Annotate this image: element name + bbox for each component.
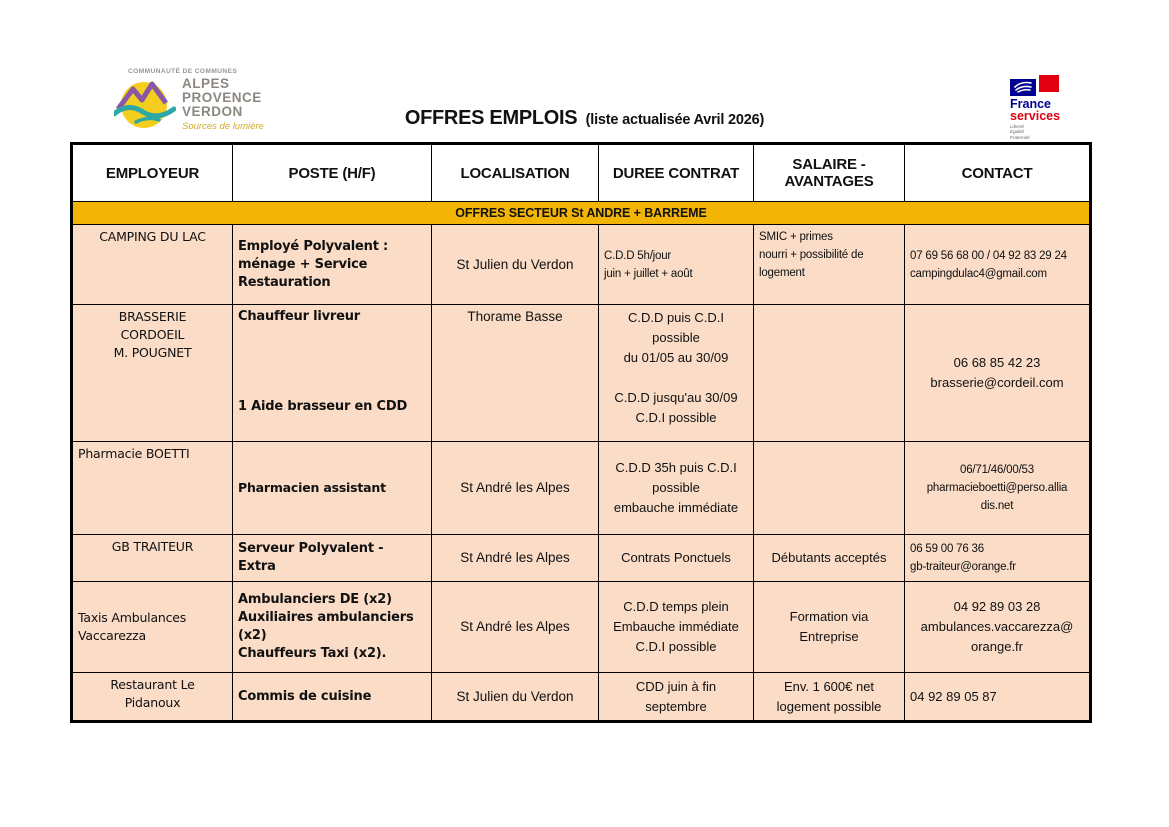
- cell-line: [604, 368, 748, 388]
- table-row: [72, 535, 1091, 582]
- cell-line: Embauche immédiate: [613, 619, 739, 634]
- cell-line: CORDOEIL: [120, 327, 185, 342]
- cell-line: C.D.I possible: [635, 410, 717, 425]
- cell-line: Chauffeur livreur: [238, 309, 361, 324]
- cell-localisation: [432, 673, 599, 722]
- cell-line: possible: [652, 480, 700, 495]
- cell-line: Extra: [238, 559, 276, 574]
- cell-duree: [599, 535, 754, 582]
- cell-poste: [233, 673, 432, 722]
- cell-line: 07 69 56 68 00 / 04 92 83 29 24: [910, 249, 1067, 262]
- cell-line: juin + juillet + août: [604, 267, 693, 280]
- cell-line: [238, 344, 426, 362]
- apv-tagline: Sources de lumière: [182, 121, 264, 132]
- cell-line: Débutants acceptés: [771, 550, 887, 565]
- cell-employeur: [72, 225, 233, 305]
- column-header-salaire: SALAIRE - AVANTAGES: [754, 144, 905, 202]
- cell-poste: [233, 225, 432, 305]
- cell-line: Commis de cuisine: [238, 688, 372, 704]
- cell-line: 04 92 89 05 87: [910, 688, 997, 704]
- cell-line: C.D.D 35h puis C.D.I: [615, 460, 737, 475]
- cell-employeur: [72, 673, 233, 722]
- cell-line: gb-traiteur@orange.fr: [910, 561, 1016, 573]
- france-services-logo: [1000, 73, 1074, 139]
- column-header-contact: CONTACT: [905, 144, 1091, 202]
- cell-line: Restaurant Le: [110, 677, 195, 692]
- cell-duree: [599, 673, 754, 722]
- cell-duree: [599, 442, 754, 535]
- column-header-employeur: EMPLOYEUR: [72, 144, 233, 202]
- column-header-duree: DUREE CONTRAT: [599, 144, 754, 202]
- cell-line: Entreprise: [799, 629, 859, 644]
- cell-line: ménage + Service: [238, 256, 368, 272]
- cell-poste: [233, 535, 432, 582]
- cell-line: 06 68 85 42 23: [953, 355, 1041, 370]
- cell-contact: [905, 305, 1091, 442]
- cell-line: Thorame Basse: [467, 309, 563, 324]
- cell-line: St Julien du Verdon: [456, 256, 574, 272]
- cell-line: C.D.D 5h/jour: [604, 249, 672, 262]
- cell-line: embauche immédiate: [613, 500, 739, 515]
- cell-line: campingdulac4@gmail.com: [910, 267, 1047, 280]
- cell-localisation: [432, 582, 599, 673]
- france-services-name: France services: [1010, 97, 1061, 123]
- cell-line: [238, 362, 426, 380]
- cell-line: dis.net: [980, 500, 1014, 512]
- table-row: [72, 582, 1091, 673]
- cell-line: Ambulanciers DE (x2): [238, 592, 392, 607]
- cell-line: (x2): [238, 628, 267, 643]
- table-header: [72, 144, 1091, 202]
- table-row: [72, 442, 1091, 535]
- apv-name-line: VERDON: [182, 104, 243, 119]
- cell-line: 04 92 89 03 28: [953, 599, 1041, 614]
- cell-line: St André les Alpes: [460, 480, 570, 495]
- cell-line: Contrats Ponctuels: [621, 550, 731, 565]
- cell-line: M. POUGNET: [113, 345, 192, 360]
- job-offers-table: [70, 142, 1092, 723]
- cell-line: SMIC + primes: [759, 231, 833, 243]
- cell-line: Taxis Ambulances: [78, 610, 187, 625]
- cell-contact: [905, 442, 1091, 535]
- cell-employeur: [72, 582, 233, 673]
- cell-contact: [905, 225, 1091, 305]
- cell-line: Employé Polyvalent :: [238, 238, 389, 254]
- cell-line: pharmacieboetti@perso.allia: [926, 482, 1068, 494]
- cell-line: Pharmacie BOETTI: [78, 446, 190, 461]
- cell-line: St André les Alpes: [460, 550, 570, 565]
- cell-line: St André les Alpes: [460, 619, 570, 634]
- cell-line: orange.fr: [970, 639, 1024, 654]
- column-header-localisation: LOCALISATION: [432, 144, 599, 202]
- section-banner: OFFRES SECTEUR St ANDRE + BARREME: [72, 202, 1091, 225]
- cell-line: C.D.D puis C.D.I: [627, 310, 725, 325]
- cell-employeur: [72, 442, 233, 535]
- cell-salaire: [754, 673, 905, 722]
- cell-line: Formation via: [789, 609, 869, 624]
- title-subtitle: (liste actualisée Avril 2026): [585, 112, 765, 128]
- cell-line: logement: [759, 267, 805, 279]
- cell-localisation: [432, 535, 599, 582]
- cell-line: BRASSERIE: [118, 309, 187, 324]
- column-header-poste: POSTE (H/F): [233, 144, 432, 202]
- cell-line: septembre: [645, 698, 707, 714]
- cell-line: Restauration: [238, 274, 331, 290]
- cell-contact: [905, 535, 1091, 582]
- apv-name-line: ALPES: [182, 76, 230, 91]
- cell-line: 06/71/46/00/53: [960, 464, 1034, 476]
- cell-line: GB TRAITEUR: [111, 539, 194, 554]
- cell-line: Auxiliaires ambulanciers: [238, 610, 414, 625]
- cell-line: [238, 380, 426, 398]
- cell-poste: [233, 582, 432, 673]
- cell-line: 1 Aide brasseur en CDD: [238, 399, 408, 414]
- cell-line: du 01/05 au 30/09: [623, 350, 729, 365]
- cell-contact: [905, 673, 1091, 722]
- cell-line: ambulances.vaccarezza@: [920, 619, 1074, 634]
- section-banner-row: [72, 202, 1091, 225]
- apv-logo: [106, 66, 276, 142]
- cell-line: [238, 326, 426, 344]
- cell-line: C.D.D temps plein: [623, 599, 729, 614]
- table-row: [72, 225, 1091, 305]
- cell-localisation: [432, 225, 599, 305]
- cell-line: CAMPING DU LAC: [99, 229, 206, 244]
- cell-contact: [905, 582, 1091, 673]
- title-main: OFFRES EMPLOIS: [404, 107, 578, 129]
- cell-duree: [599, 305, 754, 442]
- cell-salaire: [754, 305, 905, 442]
- cell-line: Serveur Polyvalent -: [238, 541, 384, 556]
- cell-line: brasserie@cordeil.com: [930, 375, 1064, 390]
- cell-line: CDD juin à fin: [635, 678, 717, 694]
- header-row: [72, 144, 1091, 202]
- cell-line: C.D.I possible: [635, 639, 717, 654]
- cell-employeur: [72, 305, 233, 442]
- cell-poste: [233, 305, 432, 442]
- cell-line: Pidanoux: [124, 695, 181, 710]
- table-row: [72, 673, 1091, 722]
- cell-line: 06 59 00 76 36: [910, 543, 984, 555]
- cell-salaire: [754, 582, 905, 673]
- cell-line: nourri + possibilité de: [759, 249, 864, 261]
- cell-employeur: [72, 535, 233, 582]
- cell-poste: [233, 442, 432, 535]
- apv-org-type: COMMUNAUTÉ DE COMMUNES: [128, 68, 238, 75]
- cell-salaire: [754, 442, 905, 535]
- cell-duree: [599, 225, 754, 305]
- cell-line: logement possible: [776, 698, 882, 714]
- cell-localisation: [432, 305, 599, 442]
- cell-line: Chauffeurs Taxi (x2).: [238, 646, 387, 661]
- cell-localisation: [432, 442, 599, 535]
- table-row: [72, 305, 1091, 442]
- apv-name-line: PROVENCE: [182, 90, 262, 105]
- cell-line: Pharmacien assistant: [238, 480, 386, 495]
- cell-line: possible: [652, 330, 700, 345]
- cell-line: St Julien du Verdon: [456, 688, 574, 704]
- page-title: [0, 104, 1169, 130]
- cell-line: C.D.D jusqu'au 30/09: [614, 390, 738, 405]
- cell-salaire: [754, 535, 905, 582]
- french-flag-icon: [1010, 75, 1062, 97]
- cell-duree: [599, 582, 754, 673]
- cell-line: Env. 1 600€ net: [783, 678, 875, 694]
- france-services-motto: Liberté Égalité Fraternité: [1010, 124, 1030, 140]
- cell-salaire: [754, 225, 905, 305]
- cell-line: Vaccarezza: [78, 628, 146, 643]
